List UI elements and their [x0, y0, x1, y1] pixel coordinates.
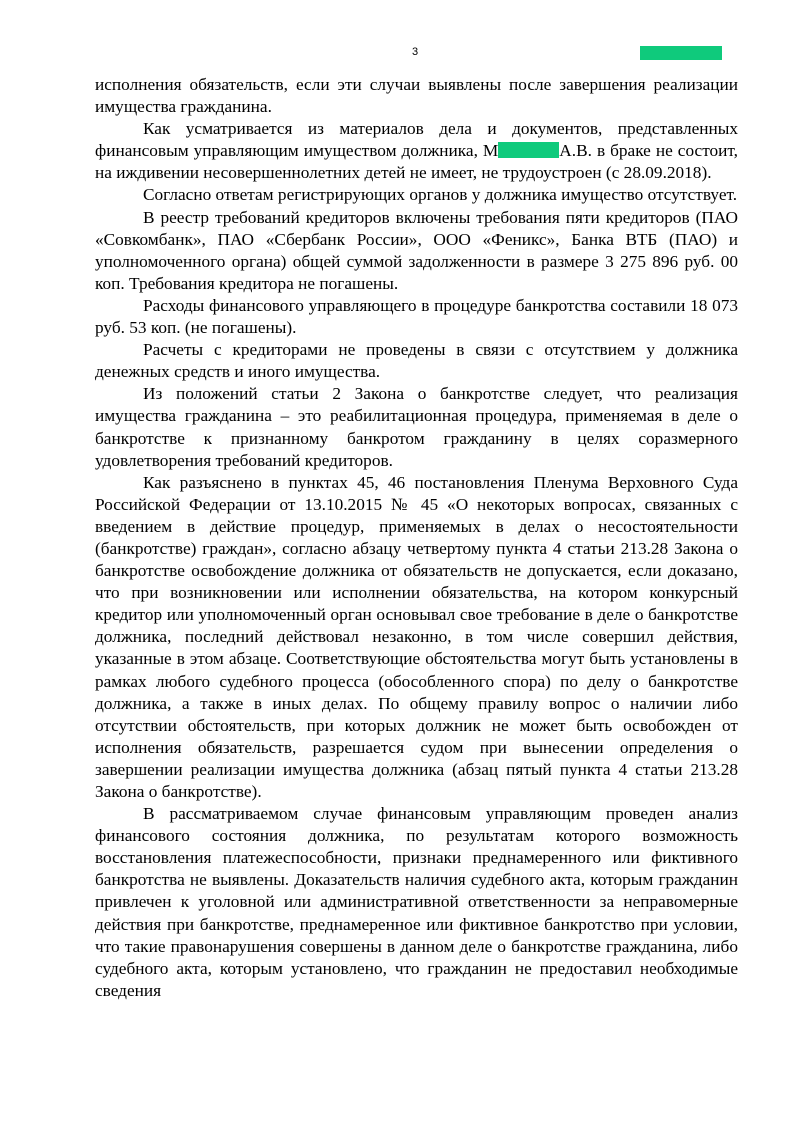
page-number: 3: [411, 46, 419, 58]
paragraph-law-article-2: Из положений статьи 2 Закона о банкротстве следует, что реализация имущества гражданина – это реабилитационная процедура, применяемая в деле о банкротстве к признанному банкротом гражданину в целях соразмерного удовлетворения требований кредиторов.: [95, 384, 738, 470]
paragraph-settlements: Расчеты с кредиторами не проведены в связи с отсутствием у должника денежных средств и иного имущества.: [95, 340, 738, 382]
paragraph-plenum-clarification: Как разъяснено в пунктах 45, 46 постановления Пленума Верховного Суда Российской Федерации от 13.10.2015 № 45 «О некоторых вопросах, связанных с введением в действие процедур, применяемых в делах о несостоятельности (банкротстве) граждан», согласно абзацу четвертому пункта 4 статьи 213.28 Закона о банкротстве освобождение должника от обязательств не допускается, если доказано, что при возникновении или исполнении обязательства, на котором конкурсный кредитор или уполномоченный орган основывал свое требование в деле о банкротстве должника, последний действовал незаконно, в том числе совершил действия, указанные в этом абзаце. Соответствующие обстоятельства могут быть установлены в рамках любого судебного процесса (обособленного спора) по делу о банкротстве должника, а также в иных делах. По общему правилу вопрос о наличии либо отсутствии обстоятельств, при которых должник не может быть освобожден от исполнения обязательств, разрешается судом при вынесении определения о завершении реализации имущества должника (абзац пятый пункта 4 статьи 213.28 Закона о банкротстве).: [95, 472, 738, 801]
redacted-name: [498, 142, 559, 158]
paragraph-text: А.В. в браке не состоит, на иждивении несовершеннолетних детей не имеет, не трудоустроен (с 28.09.2018).: [95, 141, 738, 183]
paragraph-financial-analysis: В рассматриваемом случае финансовым управляющим проведен анализ финансового состояния должника, по результатам которого возможность восстановления платежеспособности, признаки преднамеренного или фиктивного банкротства не выявлены. Доказательств наличия судебного акта, которым гражданин привлечен к уголовной или административной ответственности за неправомерные действия при банкротстве, преднамеренное или фиктивное банкротство при условии, что такие правонарушения совершены в данном деле о банкротстве гражданина, либо судебного акта, которым установлено, что гражданин не предоставил необходимые сведения: [95, 804, 738, 1000]
paragraph-text: Как усматривается из материалов дела и документов, представленных финансовым управляющим имуществом должника, М: [95, 119, 738, 161]
paragraph-debtor-status: [95, 118, 738, 184]
paragraph-continuation: исполнения обязательств, если эти случаи выявлены после завершения реализации имущества гражданина.: [95, 75, 738, 117]
document-body: [95, 74, 738, 1002]
paragraph-creditors-register: В реестр требований кредиторов включены требования пяти кредиторов (ПАО «Совкомбанк», ПАО «Сбербанк России», ООО «Феникс», Банка ВТБ (ПАО) и уполномоченного органа) общей суммой задолженности в размере 3 275 896 руб. 00 коп. Требования кредитора не погашены.: [95, 207, 738, 293]
paragraph-property: Согласно ответам регистрирующих органов у должника имущество отсутствует.: [143, 185, 738, 205]
paragraph-manager-expenses: Расходы финансового управляющего в процедуре банкротства составили 18 073 руб. 53 коп. (не погашены).: [95, 295, 738, 338]
redaction-stamp: [640, 46, 722, 60]
